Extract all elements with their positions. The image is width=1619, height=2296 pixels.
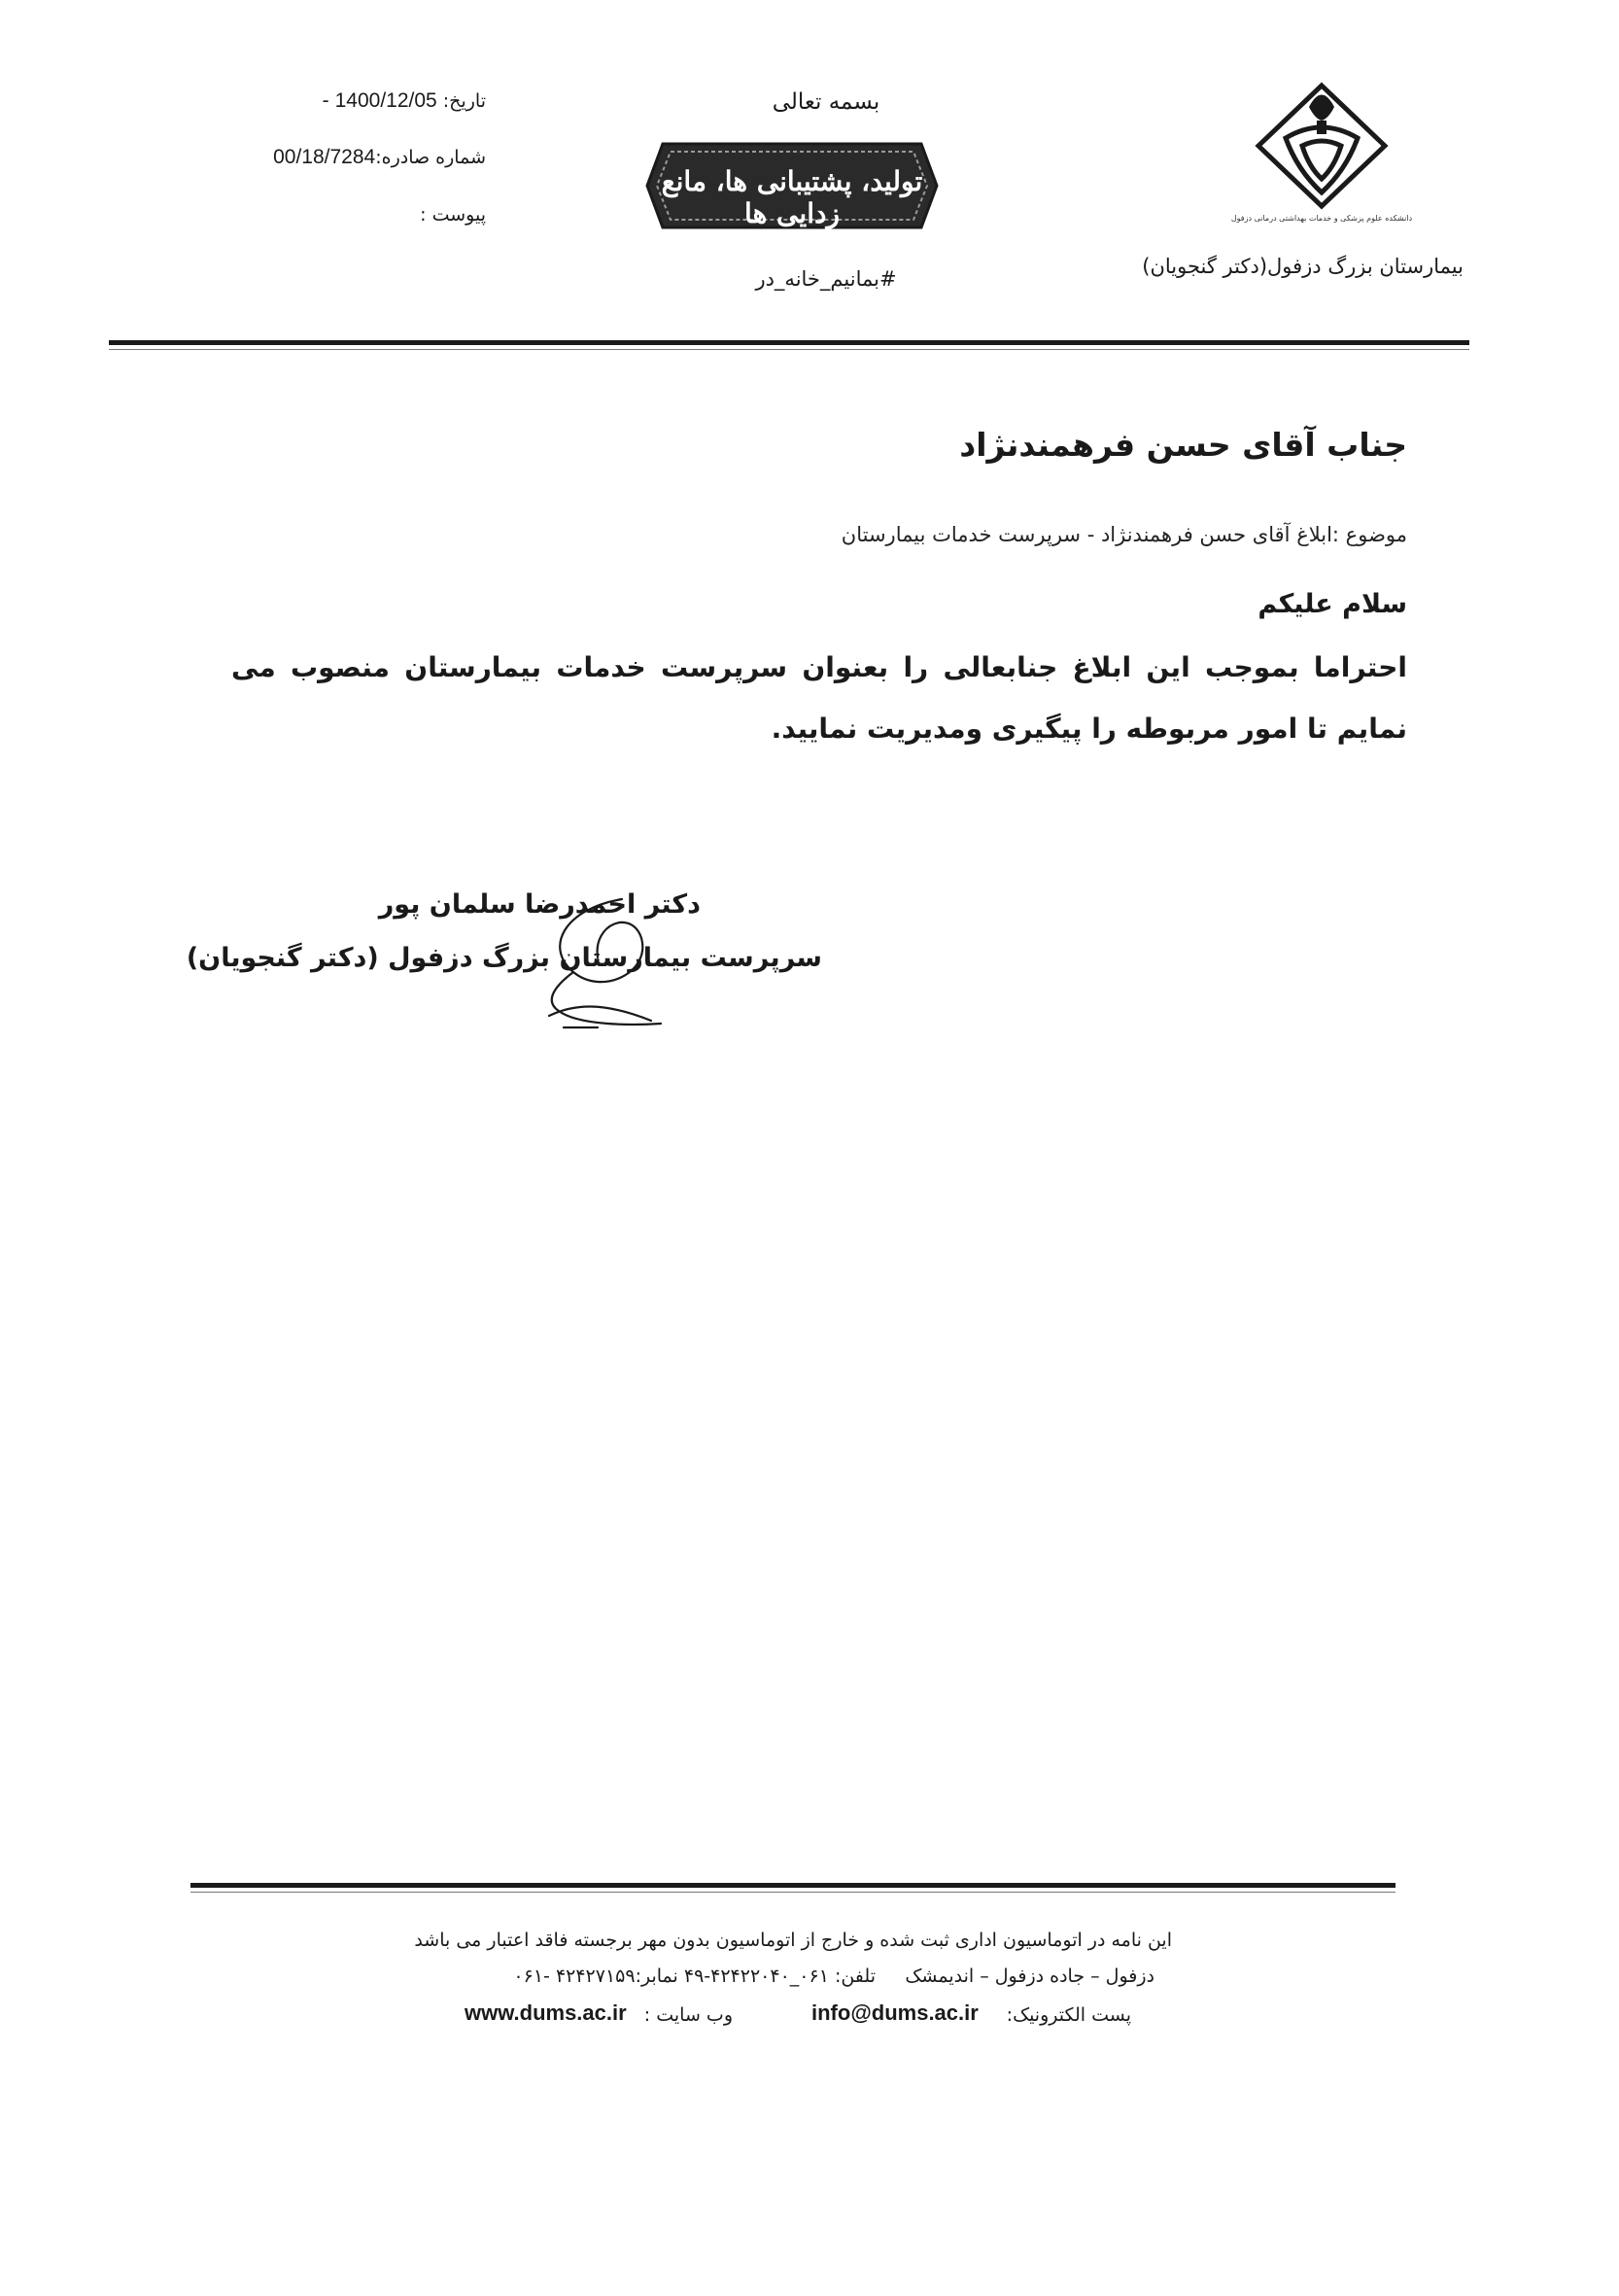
number-label: شماره صادره: — [375, 147, 486, 168]
footer-email-label: پست الکترونیک: — [1006, 2004, 1131, 2026]
subject-line: موضوع :ابلاغ آقای حسن فرهمندنژاد - سرپرست خدمات بیمارستان — [841, 523, 1407, 546]
footer-email-link[interactable]: info@dums.ac.ir — [811, 2000, 979, 2025]
signer-name: دکتر احمدرضا سلمان پور — [378, 889, 701, 920]
greeting: سلام علیکم — [1257, 589, 1407, 619]
footer-note: این نامه در اتوماسیون اداری ثبت شده و خارج از اتوماسیون بدون مهر برجسته فاقد اعتبار می باشد — [414, 1930, 1172, 1951]
bismillah-heading: بسمه تعالی — [772, 89, 880, 115]
number-value: 00/18/7284 — [273, 146, 376, 168]
letter-body: احتراما بموجب این ابلاغ جنابعالی را بعنوان سرپرست خدمات بیمارستان منصوب می نمایم تا امور مربوطه را پیگیری ومدیریت نمایید. — [231, 651, 1407, 745]
recipient-line: جناب آقای حسن فرهمندنژاد — [959, 426, 1407, 464]
hospital-name: بیمارستان بزرگ دزفول(دکتر گنجویان) — [1142, 255, 1464, 278]
slogan-text: تولید، پشتیبانی ها، مانع زدایی ها — [661, 165, 923, 229]
header-divider — [109, 340, 1469, 345]
footer-website-label: وب سایت : — [643, 2004, 733, 2026]
footer-website-link[interactable]: www.dums.ac.ir — [465, 2000, 627, 2025]
logo-caption: دانشکده علوم پزشکی و خدمات بهداشتی درمانی دزفول — [1230, 214, 1413, 223]
footer-divider-thin — [190, 1892, 1395, 1893]
attachment-label: پیوست : — [420, 204, 486, 226]
footer-phone: تلفن: ۰۶۱_۴۲۴۲۲۰۴۰-۴۹ نمابر:۴۲۴۲۷۱۵۹ -۰۶۱ — [513, 1966, 876, 1987]
footer-divider — [190, 1883, 1395, 1888]
header-divider-thin — [109, 349, 1469, 350]
handwritten-signature — [505, 880, 680, 1045]
letter-attachment — [224, 204, 486, 226]
hashtag: #بمانیم_خانه_در — [755, 267, 897, 291]
date-suffix: - — [322, 89, 329, 112]
letter-date — [224, 89, 486, 113]
university-emblem-icon — [1230, 78, 1413, 224]
date-label: تاریخ: — [442, 90, 486, 112]
letter-number — [224, 146, 486, 169]
signer-title: سرپرست بیمارستان بزرگ دزفول (دکتر گنجویان) — [186, 943, 822, 973]
date-value: 1400/12/05 — [334, 89, 437, 112]
footer-address: دزفول – جاده دزفول – اندیمشک — [905, 1966, 1154, 1987]
